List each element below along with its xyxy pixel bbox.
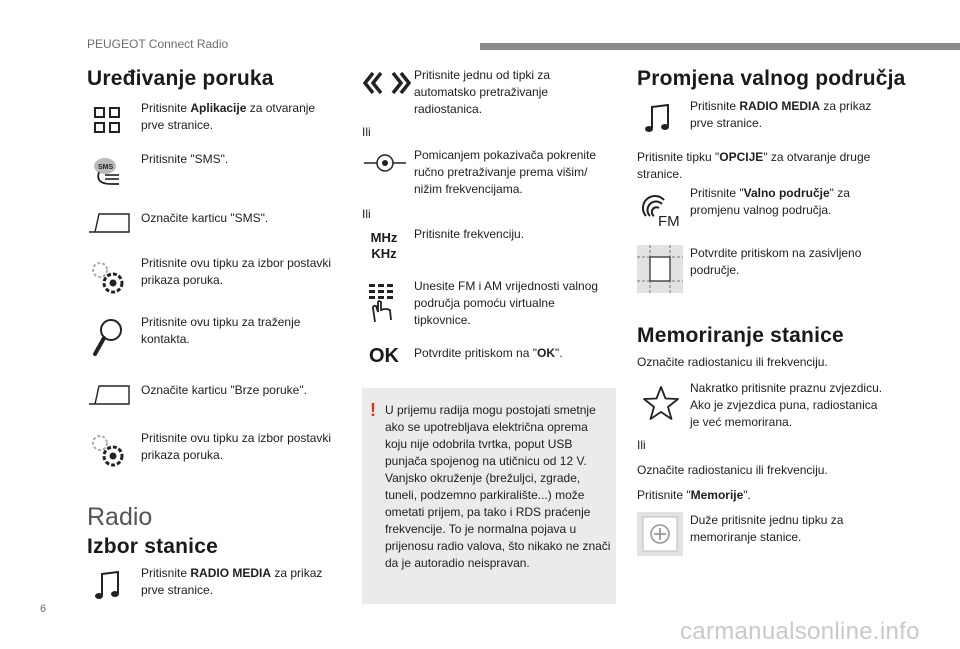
instruction-text: Pritisnite ovu tipku za izbor postavki prikaza poruka. [141, 256, 332, 287]
chapter-title-radio: Radio [87, 503, 153, 531]
warning-text: U prijemu radija mogu postojati smetnje ako se upotrebljava električna oprema koju nije odobrila tvrtka, poput USB punjača spojenog na utičnicu od 12 V. Vanjsko okruženje (brežuljci, zgrade, tuneli, podzemno parkiralište...) može ometati prijem, pa tako i RDS praćenje frekvencije. To je normalna pojava u prijenosu radio valova, što nikako ne znači da je autoradio neispravan. [385, 403, 611, 570]
instruction-text: Pritisnite "Valno područje" za promjenu valnog područja. [690, 186, 850, 217]
warning-box [362, 388, 616, 604]
instruction-text: Pritisnite frekvenciju. [414, 227, 525, 241]
instruction-text: Pritisnite ovu tipku za traženje kontakta. [141, 315, 301, 346]
instruction-text: Pritisnite RADIO MEDIA za prikaz prve stranice. [690, 99, 872, 130]
star-icon [640, 383, 682, 423]
or-label: Ili [637, 438, 646, 452]
instruction-text: Označite karticu "Brze poruke". [141, 383, 307, 397]
svg-text:SMS: SMS [98, 164, 114, 171]
instruction-text: Pomicanjem pokazivača pokrenite ručno pretraživanje prema višim/ nižim frekvencijama. [414, 148, 597, 196]
seek-arrows-icon [362, 68, 412, 98]
instruction-text: Označite karticu "SMS". [141, 211, 269, 225]
instruction-text: Pritisnite "SMS". [141, 152, 229, 166]
paragraph: Označite radiostanicu ili frekvenciju. [637, 355, 828, 369]
grid-confirm-icon [637, 245, 683, 293]
tab-icon [87, 208, 131, 238]
tab-icon [87, 380, 131, 410]
mhz-khz-icon: MHz KHz [370, 230, 398, 261]
warning-icon: ! [370, 400, 376, 420]
paragraph: Označite radiostanicu ili frekvenciju. [637, 463, 828, 477]
sms-bubble-icon [87, 151, 127, 191]
apps-grid-icon [87, 100, 127, 140]
instruction-text: Unesite FM i AM vrijednosti valnog područja pomoću virtualne tipkovnice. [414, 279, 599, 327]
instruction-text: Duže pritisnite jednu tipku za memoriranje stanice. [690, 513, 844, 544]
instruction-text: Nakratko pritisnite praznu zvjezdicu. Ako je zvjezdica puna, radiostanica je već memorirana. [690, 381, 883, 429]
page-number: 6 [40, 603, 47, 615]
slider-cursor-icon [362, 148, 408, 178]
running-header: PEUGEOT Connect Radio [87, 37, 229, 51]
instruction-text: Potvrdite pritiskom na "OK". [414, 346, 563, 360]
watermark: carmanualsonline.info [680, 618, 920, 645]
settings-gears-icon [87, 430, 127, 470]
section-heading-editing-messages: Uređivanje poruka [87, 67, 274, 90]
section-heading-band-change: Promjena valnog područja [637, 67, 906, 90]
keypad-hand-icon [364, 280, 404, 326]
instruction-text: Potvrdite pritiskom na zasivljeno područje. [690, 246, 862, 277]
or-label: Ili [362, 125, 371, 139]
fm-band-icon [638, 190, 682, 230]
search-icon [87, 315, 127, 359]
section-heading-store-station: Memoriranje stanice [637, 324, 844, 347]
music-note-icon [90, 565, 126, 605]
instruction-text: Pritisnite RADIO MEDIA za prikaz prve stranice. [141, 566, 323, 597]
instruction-text: Pritisnite ovu tipku za izbor postavki prikaza poruka. [141, 431, 332, 462]
instruction-text: Pritisnite jednu od tipki za automatsko pretraživanje radiostanica. [414, 68, 551, 116]
plus-box-icon [637, 512, 683, 556]
paragraph: Pritisnite tipku "OPCIJE" za otvaranje druge stranice. [637, 150, 871, 181]
header-rule [480, 43, 960, 50]
music-note-icon [640, 98, 676, 138]
svg-text:FM: FM [658, 213, 680, 230]
or-label: Ili [362, 207, 371, 221]
settings-gears-icon [87, 257, 127, 297]
paragraph: Pritisnite "Memorije". [637, 488, 751, 502]
instruction-text: Pritisnite Aplikacije za otvaranje prve stranice. [141, 101, 316, 132]
section-heading-station-select: Izbor stanice [87, 535, 218, 558]
ok-icon: OK [369, 344, 399, 367]
